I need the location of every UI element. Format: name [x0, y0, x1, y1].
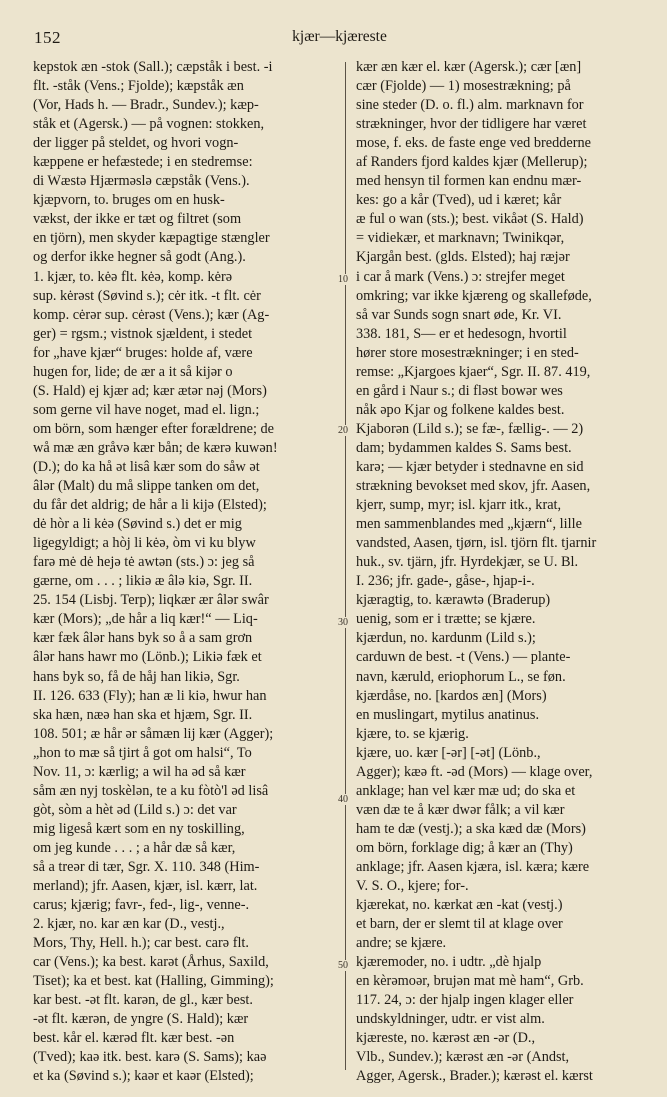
text-line: 108. 501; æ hår ər såmæn lij kær (Agger); [33, 725, 274, 742]
text-line: kær fæk âlər hans byk so å a sam grơn [33, 630, 253, 647]
text-line: en gård i Naur s.; di fləst bowər wes [356, 382, 563, 399]
text-line: Agger); kæə ft. -əd (Mors) — klage over, [356, 763, 593, 780]
text-line: ståk et (Agersk.) — på vognen: stokken, [33, 116, 265, 133]
text-line: ska hæn, næə han ska et hjæm, Sgr. II. [33, 706, 253, 723]
text-line: andre; se kjære. [356, 935, 447, 952]
text-line: såm æn nyj toskèlən, te a ku fòtò'l əd lisâ [33, 782, 269, 799]
text-line: 25. 154 (Lisbj. Terp); liqkær ær âlər swâr [33, 592, 269, 609]
text-line: sup. kėrəst (Søvind s.); cėr itk. -t flt. cėr [33, 287, 261, 304]
text-line: kjærekat, no. kærkat æn -kat (vestj.) [356, 897, 563, 914]
line-marker-40: 40 [338, 794, 348, 805]
text-line: nåk əpo Kjar og folkene kaldes best. [356, 401, 565, 418]
text-line: ger) = rgsm.; vistnok sjældent, i stedet [33, 325, 253, 342]
text-line: med hensyn til formen kan endnu mær- [356, 173, 582, 190]
line-marker-10: 10 [338, 274, 348, 285]
text-line: 2. kjær, no. kar æn kar (D., vestj., [33, 916, 225, 933]
text-line: for „have kjær“ bruges: holde af, være [33, 344, 253, 361]
text-line: I. 236; jfr. gade-, gåse-, hjap-i-. [356, 573, 535, 590]
text-line: og derfor ikke hegner så godt (Ang.). [33, 249, 246, 266]
text-line: strækninger, hvor der tidligere har været [356, 116, 587, 133]
text-line: hugen for, lide; de ær a it så kijər o [33, 363, 233, 380]
text-line: Tiset); ka et best. kat (Halling, Gimming); [33, 973, 274, 990]
text-line: V. S. O., kjere; for-. [356, 878, 469, 895]
text-line: anklage; han vel kær mæ ud; do ska et [356, 782, 576, 799]
text-line: flt. -ståk (Vens.; Fjolde); kæpståk æn [33, 78, 244, 95]
text-line: i car å mark (Vens.) ɔ: strejfer meget [356, 268, 565, 285]
text-line: hører store mosestrækninger; i en sted- [356, 344, 579, 361]
text-line: af Randers fjord kaldes kjær (Mellerup); [356, 154, 588, 171]
text-line: Mors, Thy, Hell. h.); car best. carə flt. [33, 935, 249, 952]
line-marker-20: 20 [338, 425, 348, 436]
text-line: âlər hans hawr mo (Lönb.); Likiə fæk et [33, 649, 262, 666]
text-line: om börn, forklage dig; å kær an (Thy) [356, 839, 573, 856]
line-marker-30: 30 [338, 617, 348, 628]
text-line: Agger, Agersk., Brader.); kærəst el. kærst [356, 1068, 593, 1085]
text-line: gærne, om . . . ; likiə æ âlə kiə, Sgr. II. [33, 573, 253, 590]
running-head: kjær—kjæreste [292, 28, 387, 45]
text-line: hans byk so, få de håj han likiə, Sgr. [33, 668, 240, 685]
text-line: merland); jfr. Aasen, kjær, isl. kærr, lat. [33, 878, 258, 895]
text-line: 338. 181, S— er et hedesogn, hvortil [356, 325, 567, 342]
text-line: kær æn kær el. kær (Agersk.); cær [æn] [356, 59, 582, 75]
text-line: kes: go a kår (Tved), ud i kæret; kår [356, 192, 562, 209]
text-line: Kjaborən (Lild s.); se fæ-, fællig-. — 2) [356, 420, 584, 437]
text-line: kær (Mors); „de hår a liq kær!“ — Liq- [33, 611, 258, 628]
text-line: kjæremoder, no. i udtr. „dè hjalp [356, 954, 542, 971]
text-line: vækst, der ikke er tæt og filtret (som [33, 211, 242, 228]
text-line: vandsted, Aasen, tjørn, isl. tjörn flt. tjarnir [356, 535, 597, 552]
text-line: Nov. 11, ɔ: kærlig; a wil ha əd så kær [33, 763, 246, 780]
text-line: som gerne vil have noget, mad el. lign.; [33, 401, 260, 418]
text-line: -ət flt. kærən, de yngre (S. Hald); kær [33, 1011, 249, 1028]
text-line: navn, kæruld, eriophorum L., se føn. [356, 668, 566, 685]
text-line: carduwn de best. -t (Vens.) — plante- [356, 649, 571, 666]
text-line: kjæreste, no. kærəst æn -ər (D., [356, 1030, 536, 1047]
text-line: uenig, som er i trætte; se kjære. [356, 611, 536, 628]
text-line: strækning bevokset med skov, jfr. Aasen, [356, 478, 591, 495]
text-line: âlər (Malt) du må slippe tanken om det, [33, 478, 260, 495]
text-line: (D.); do ka hå ət lisâ kær som do såw ət [33, 458, 260, 475]
text-line: II. 126. 633 (Fly); han æ li kiə, hwur han [33, 687, 267, 704]
text-line: (S. Hald) ej kjær ad; kær ætər nəj (Mors) [33, 382, 267, 399]
page-body [33, 58, 647, 1085]
text-line: Kjargån best. (glds. Elsted); haj ræjər [356, 249, 570, 266]
text-line: 1. kjær, to. kėə flt. kėə, komp. kėrə [33, 268, 233, 285]
text-line: væn dæ te å kær dwər fålk; a vil kær [356, 801, 565, 818]
text-line: kjerr, sump, myr; isl. kjarr itk., krat, [356, 497, 562, 514]
text-line: undskyldninger, udtr. er vist alm. [356, 1011, 545, 1028]
text-line: et barn, der er slemt til at klage over [356, 916, 563, 933]
text-line: (Vor, Hads h. — Bradr., Sundev.); kæp- [33, 97, 259, 114]
text-line: sine steder (D. o. fl.) alm. marknavn for [356, 97, 584, 114]
text-line: ligegyldigt; a hòj li kėə, òm vi ku blyw [33, 535, 256, 552]
text-line: dė hòr a li kėə (Søvind s.) det er mig [33, 516, 242, 533]
text-line: så var Sunds sogn snart øde, Kr. VI. [356, 306, 562, 323]
text-line: om börn, som hænger efter forældrene; de [33, 420, 274, 437]
text-line: car (Vens.); ka best. karət (Århus, Saxild, [33, 954, 269, 971]
text-line: ham te dæ (vestj.); a ska kæd dæ (Mors) [356, 820, 586, 837]
text-line: kjæpvorn, to. bruges om en husk- [33, 192, 225, 209]
text-line: en muslingart, mytilus anatinus. [356, 706, 540, 723]
text-line: cær (Fjolde) — 1) mosestrækning; på [356, 78, 571, 95]
text-line: æ ful o wan (sts.); best. vikåət (S. Hald) [356, 211, 584, 228]
left-column [33, 58, 336, 1087]
text-line: mose, f. eks. de faste enge ved bredderne [356, 135, 592, 152]
text-line: en tjörn), men skyder kæpagtige stængler [33, 230, 270, 247]
text-line: kæppene er hefæstede; i en stedremse: [33, 154, 253, 171]
text-line: omkring; var ikke kjæreng og skalleføde, [356, 287, 592, 304]
text-line: der ligger på steldet, og hvori vogn- [33, 135, 239, 152]
text-line: huk., sv. tjärn, jfr. Hyrdekjær, se U. Bl. [356, 554, 579, 571]
text-line: = vidiekær, et marknavn; Twinikqər, [356, 230, 565, 247]
text-line: om jeg kunde . . . ; a hår dæ så kær, [33, 839, 236, 856]
text-line: „hon to mæ så tjirt å got om halsi“, To [33, 744, 252, 761]
text-line: kar best. -ət flt. karən, de gl., kær best. [33, 992, 253, 1009]
text-line: anklage; jfr. Aasen kjæra, isl. kæra; kære [356, 858, 590, 875]
text-line: carus; kjærig; favr-, fed-, lig-, venne-. [33, 897, 250, 914]
text-line: best. kår el. kærəd flt. kær best. -ən [33, 1030, 235, 1047]
text-line: du får det aldrig; de hår a li kijə (Elsted); [33, 497, 267, 514]
text-line: kepstok æn -stok (Sall.); cæpståk i best. -i [33, 59, 273, 75]
text-line: kjærdåse, no. [kardos æn] (Mors) [356, 687, 547, 704]
text-line: kjærdun, no. kardunm (Lild s.); [356, 630, 536, 647]
text-line: di Wæstə Hjærməslə cæpståk (Vens.). [33, 173, 250, 190]
text-line: dam; bydammen kaldes S. Sams best. [356, 439, 572, 456]
text-line: karə; — kjær betyder i stednavne en sid [356, 458, 584, 475]
text-line: kjære, to. se kjærig. [356, 725, 469, 742]
column-rule [345, 62, 346, 1070]
text-line: remse: „Kjargoes kjaer“, Sgr. II. 87. 419, [356, 363, 591, 380]
text-line: Vlb., Sundev.); kærəst æn -ər (Andst, [356, 1049, 570, 1066]
text-line: et ka (Søvind s.); kaər et kaər (Elsted); [33, 1068, 254, 1085]
text-line: 117. 24, ɔ: der hjalp ingen klager eller [356, 992, 574, 1009]
page-header [34, 28, 645, 50]
text-line: gòt, sòm a hèt əd (Lild s.) ɔ: det var [33, 801, 237, 818]
text-line: kjæragtig, to. kærawtə (Braderup) [356, 592, 551, 609]
page-number: 152 [34, 28, 61, 47]
text-line: en kèrəmoər, brujən mat mè ham“, Grb. [356, 973, 584, 990]
text-line: farə mė dė hejə tė awtən (sts.) ɔ: jeg så [33, 554, 255, 571]
text-line: mig ligeså kært som en ny toskilling, [33, 820, 245, 837]
text-line: (Tved); kaə itk. best. karə (S. Sams); kaə [33, 1049, 267, 1066]
text-line: kjære, uo. kær [-ər] [-ət] (Lönb., [356, 744, 541, 761]
text-line: wå mæ æn gråvə kær bån; de kærə kuwən! [33, 439, 278, 456]
text-line: komp. cėrər sup. cėrəst (Vens.); kær (Ag- [33, 306, 270, 323]
text-line: så a treər di tær, Sgr. X. 110. 348 (Him- [33, 858, 260, 875]
text-line: men sammenblandes med „kjærn“, lille [356, 516, 582, 533]
line-marker-50: 50 [338, 960, 348, 971]
right-column [356, 58, 663, 1087]
